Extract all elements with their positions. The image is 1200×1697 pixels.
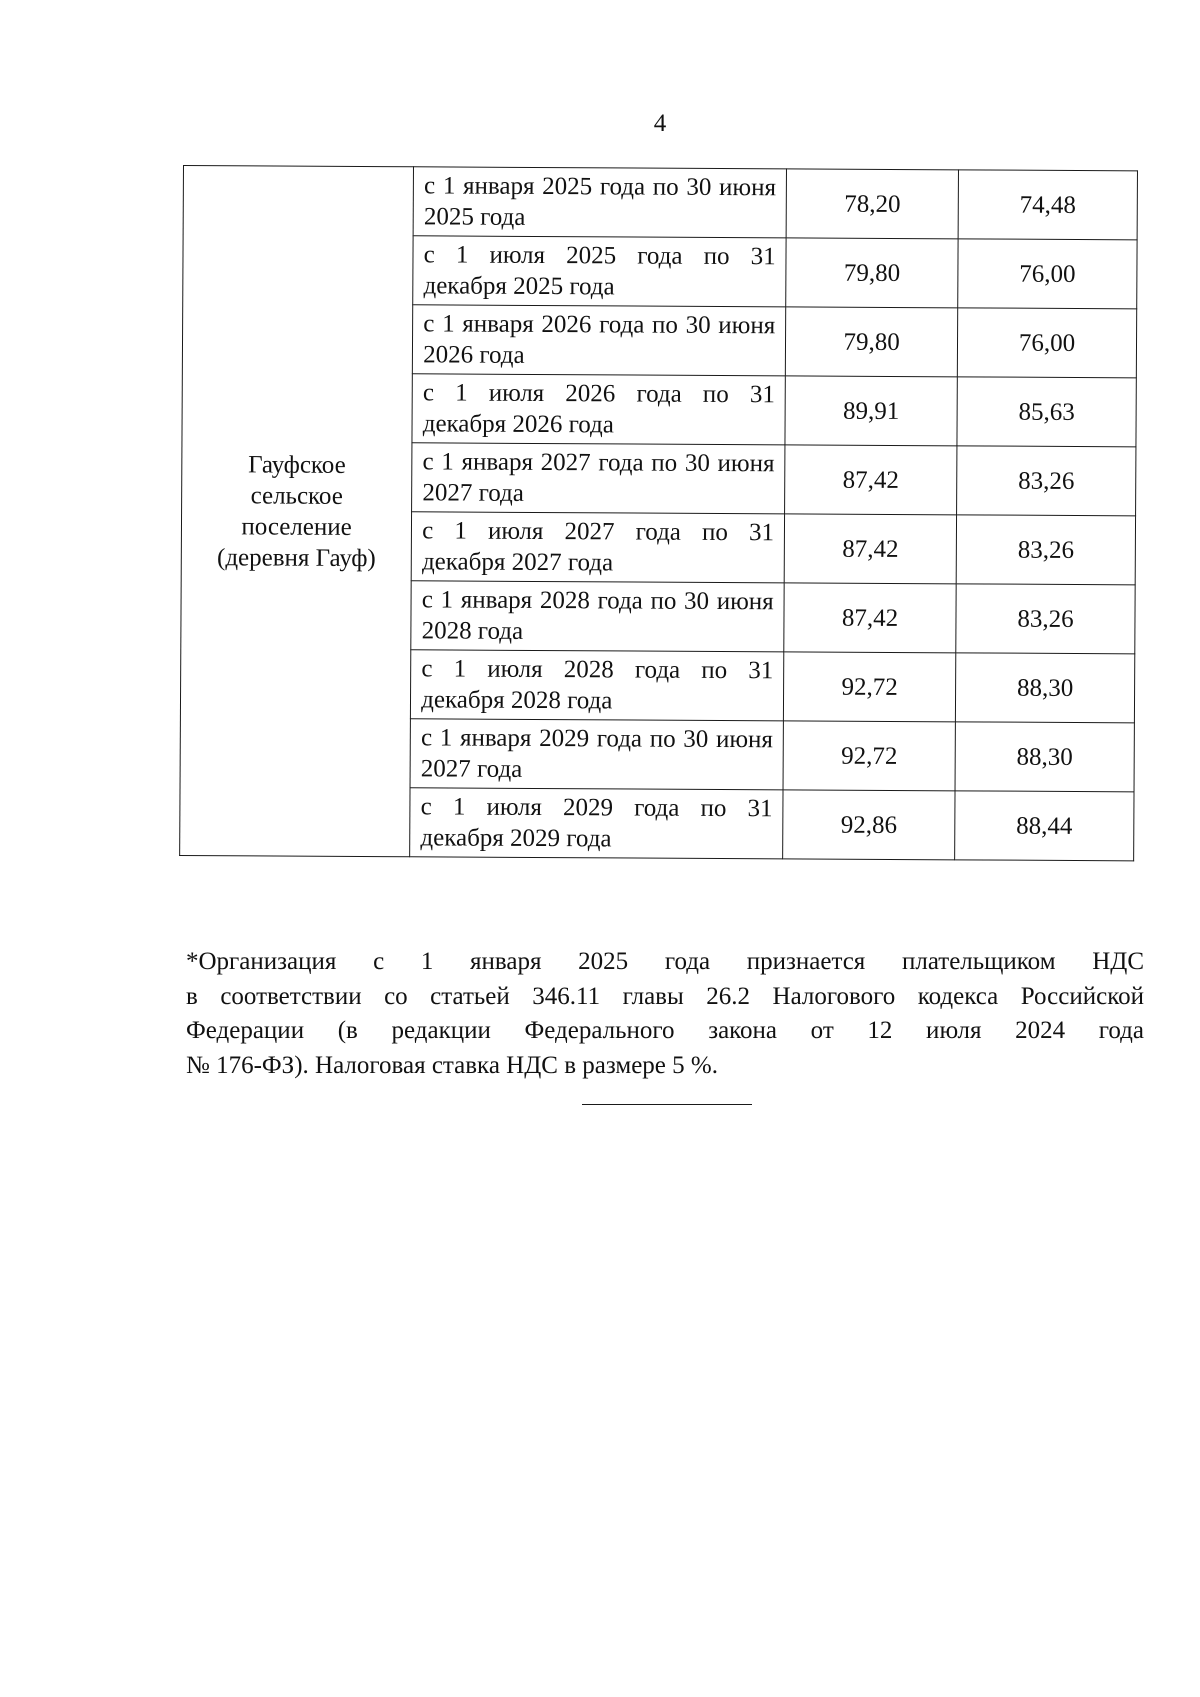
period-cell: с 1 января 2028 года по 30 июня 2028 года bbox=[411, 581, 784, 652]
page-number: 4 bbox=[653, 110, 667, 137]
tariff-value-cell: 92,86 bbox=[783, 790, 955, 860]
period-cell: с 1 июля 2025 года по 31 декабря 2025 года bbox=[413, 236, 786, 307]
period-cell: с 1 января 2025 года по 30 июня 2025 года bbox=[413, 167, 786, 238]
location-cell bbox=[180, 166, 414, 857]
location-line: (деревня Гауф) bbox=[216, 543, 376, 572]
tariff-table bbox=[179, 165, 1138, 861]
period-cell: с 1 января 2026 года по 30 июня 2026 года bbox=[413, 305, 786, 376]
tariff-value-cell: 88,30 bbox=[955, 653, 1134, 723]
period-cell: с 1 января 2029 года по 30 июня 2027 года bbox=[410, 719, 783, 790]
table-row bbox=[183, 166, 1137, 240]
tariff-value-cell: 88,44 bbox=[955, 791, 1134, 861]
period-cell: с 1 июля 2026 года по 31 декабря 2026 года bbox=[412, 374, 785, 445]
footnote-line: в соответствии со статьей 346.11 главы 26.2 Налогового кодекса Российской bbox=[186, 982, 1144, 1010]
end-rule-divider bbox=[582, 1104, 752, 1105]
tariff-value-cell: 74,48 bbox=[958, 170, 1137, 240]
tariff-value-cell: 83,26 bbox=[956, 584, 1135, 654]
tariff-value-cell: 88,30 bbox=[955, 722, 1134, 792]
tariff-value-cell: 83,26 bbox=[956, 515, 1135, 585]
location-line: сельское bbox=[250, 481, 343, 510]
footnote-line: *Организация с 1 января 2025 года признается плательщиком НДС bbox=[186, 948, 1144, 975]
period-cell: с 1 июля 2029 года по 31 декабря 2029 года bbox=[410, 788, 783, 859]
period-cell: с 1 июля 2027 года по 31 декабря 2027 года bbox=[411, 512, 784, 583]
tariff-value-cell: 83,26 bbox=[957, 446, 1136, 516]
tariff-value-cell: 92,72 bbox=[783, 721, 955, 791]
location-line: поселение bbox=[241, 512, 352, 541]
footnote-line: Федерации (в редакции Федерального закона от 12 июля 2024 года bbox=[186, 1017, 1144, 1044]
tariff-value-cell: 87,42 bbox=[784, 514, 956, 584]
tariff-value-cell: 78,20 bbox=[786, 169, 958, 239]
location-line: Гауфское bbox=[248, 450, 346, 479]
tariff-value-cell: 85,63 bbox=[957, 377, 1136, 447]
tariff-value-cell: 76,00 bbox=[958, 239, 1137, 309]
footnote bbox=[186, 945, 1144, 1083]
tariff-value-cell: 79,80 bbox=[785, 307, 957, 377]
footnote-line: № 176-ФЗ). Налоговая ставка НДС в размере 5 %. bbox=[186, 1051, 718, 1079]
tariff-table-body bbox=[180, 166, 1138, 861]
tariff-value-cell: 79,80 bbox=[786, 238, 958, 308]
period-cell: с 1 января 2027 года по 30 июня 2027 года bbox=[412, 443, 785, 514]
tariff-value-cell: 87,42 bbox=[784, 583, 956, 653]
tariff-value-cell: 89,91 bbox=[785, 376, 957, 446]
period-cell: с 1 июля 2028 года по 31 декабря 2028 года bbox=[411, 650, 784, 721]
tariff-value-cell: 92,72 bbox=[784, 652, 956, 722]
tariff-value-cell: 76,00 bbox=[957, 308, 1136, 378]
tariff-value-cell: 87,42 bbox=[785, 445, 957, 515]
